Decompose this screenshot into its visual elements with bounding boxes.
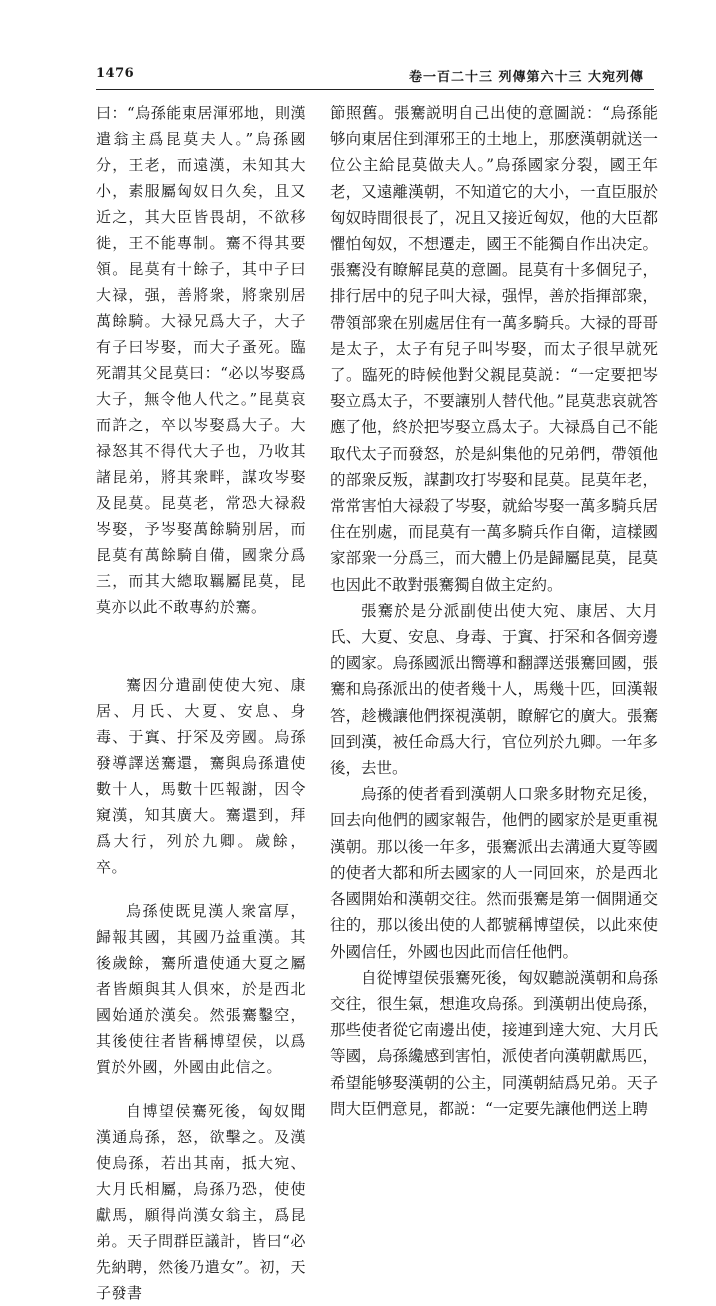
- translation-paragraph: 自從博望侯張騫死後，匈奴聽説漢朝和烏孫交往，很生氣，想進攻烏孫。到漢朝出使烏孫，那些使者從它南邊出使，接連到達大宛、大月氏等國，烏孫纔感到害怕，派使者向漢朝獻馬匹，希望能够娶漢朝的公主，同漢朝結爲兄弟。天子問大臣們意見，都説：“一定要先讓他們送上聘: [330, 968, 658, 1118]
- original-text-column: [96, 100, 306, 1306]
- translation-column: [330, 100, 658, 1122]
- translation-paragraph: 烏孫的使者看到漢朝人口衆多財物充足後，回去向他們的國家報告，他們的國家於是更重視漢朝。那以後一年多，張騫派出去溝通大夏等國的使者大都和所去國家的人一同回來，於是西北各國開始和漢朝交往。然而張騫是第一個開通交往的，那以後出使的人都號稱博望侯，以此來使外國信任，外國也因此而信任他們。: [330, 785, 658, 961]
- page-number: 1476: [96, 66, 135, 81]
- original-paragraph: 烏孫使既見漢人衆富厚，歸報其國，其國乃益重漢。其後歲餘，騫所遣使通大夏之屬者皆頗與其人俱來，於是西北國始通於漢矣。然張騫鑿空，其後使往者皆稱博望侯，以爲質於外國，外國由此信之。: [96, 902, 306, 1076]
- translation-paragraph: 節照舊。張騫説明自己出使的意圖説：“烏孫能够向東居住到渾邪王的土地上，那麽漢朝就送一位公主給昆莫做夫人。”烏孫國家分裂，國王年老，又遠離漢朝，不知道它的大小，一直臣服於匈奴時間很長了，况且又接近匈奴，他的大臣都懼怕匈奴，不想遷走，國王不能獨自作出决定。張騫没有瞭解昆莫的意圖。昆莫有十多個兒子，排行居中的兒子叫大禄，强悍，善於指揮部衆，帶領部衆在别處居住有一萬多騎兵。大禄的哥哥是太子，太子有兒子叫岑娶，而太子很早就死了。臨死的時候他對父親昆莫説：“一定要把岑娶立爲太子，不要讓别人替代他。”昆莫悲哀就答應了他，終於把岑娶立爲太子。大禄爲自己不能取代太子而發怒，於是糾集他的兄弟們，帶領他的部衆反叛，謀劃攻打岑娶和昆莫。昆莫年老，常常害怕大禄殺了岑娶，就給岑娶一萬多騎兵居住在别處，而昆莫有一萬多騎兵作自衛，這樣國家部衆一分爲三，而大體上仍是歸屬昆莫，昆莫也因此不敢對張騫獨自做主定約。: [330, 104, 658, 594]
- paragraph-gap: [96, 880, 306, 898]
- paragraph-gap: [96, 1080, 306, 1098]
- paragraph-gap: [96, 620, 306, 672]
- running-title: 卷一百二十三 列傳第六十三 大宛列傳: [408, 70, 644, 85]
- translation-paragraph: 張騫於是分派副使出使大宛、康居、大月氏、大夏、安息、身毒、于窴、扜罙和各個旁邊的國家。烏孫國派出嚮導和翻譯送張騫回國，張騫和烏孫派出的使者幾十人，馬幾十匹，回漢報答，趁機讓他們探視漢朝，瞭解它的廣大。張騫回到漢，被任命爲大行，官位列於九卿。一年多後，去世。: [330, 601, 658, 778]
- original-paragraph: 自博望侯騫死後，匈奴聞漢通烏孫，怒，欲擊之。及漢使烏孫，若出其南，抵大宛、大月氏相屬，烏孫乃恐，使使獻馬，願得尚漢女翁主，爲昆弟。天子問群臣議計，皆曰“必先納聘，然後乃遣女”。初，天子發書: [96, 1102, 306, 1302]
- original-paragraph: 曰：“烏孫能東居渾邪地，則漢遣翁主爲昆莫夫人。”烏孫國分，王老，而遠漢，未知其大小，素服屬匈奴日久矣，且又近之，其大臣皆畏胡，不欲移徙，王不能專制。騫不得其要領。昆莫有十餘子，其中子曰大禄，强，善將衆，將衆别居萬餘騎。大禄兄爲大子，大子有子曰岑娶，而大子蚤死。臨死謂其父昆莫曰：“必以岑娶爲大子，無令他人代之。”昆莫哀而許之，卒以岑娶爲大子。大禄怒其不得代大子也，乃收其諸昆弟，將其衆畔，謀攻岑娶及昆莫。昆莫老，常恐大禄殺岑娶，予岑娶萬餘騎别居，而昆莫有萬餘騎自備，國衆分爲三，而其大總取羈屬昆莫，昆莫亦以此不敢專約於騫。: [96, 104, 306, 616]
- original-paragraph: 騫因分遣副使使大宛、康居、月氏、大夏、安息、身毒、于窴、扜罙及旁國。烏孫發導譯送騫還，騫與烏孫遣使數十人，馬數十匹報謝，因令窺漢，知其廣大。騫還到，拜爲大行，列於九卿。歲餘，卒。: [96, 676, 306, 876]
- header-rule: [96, 89, 654, 90]
- page-header: [96, 66, 654, 90]
